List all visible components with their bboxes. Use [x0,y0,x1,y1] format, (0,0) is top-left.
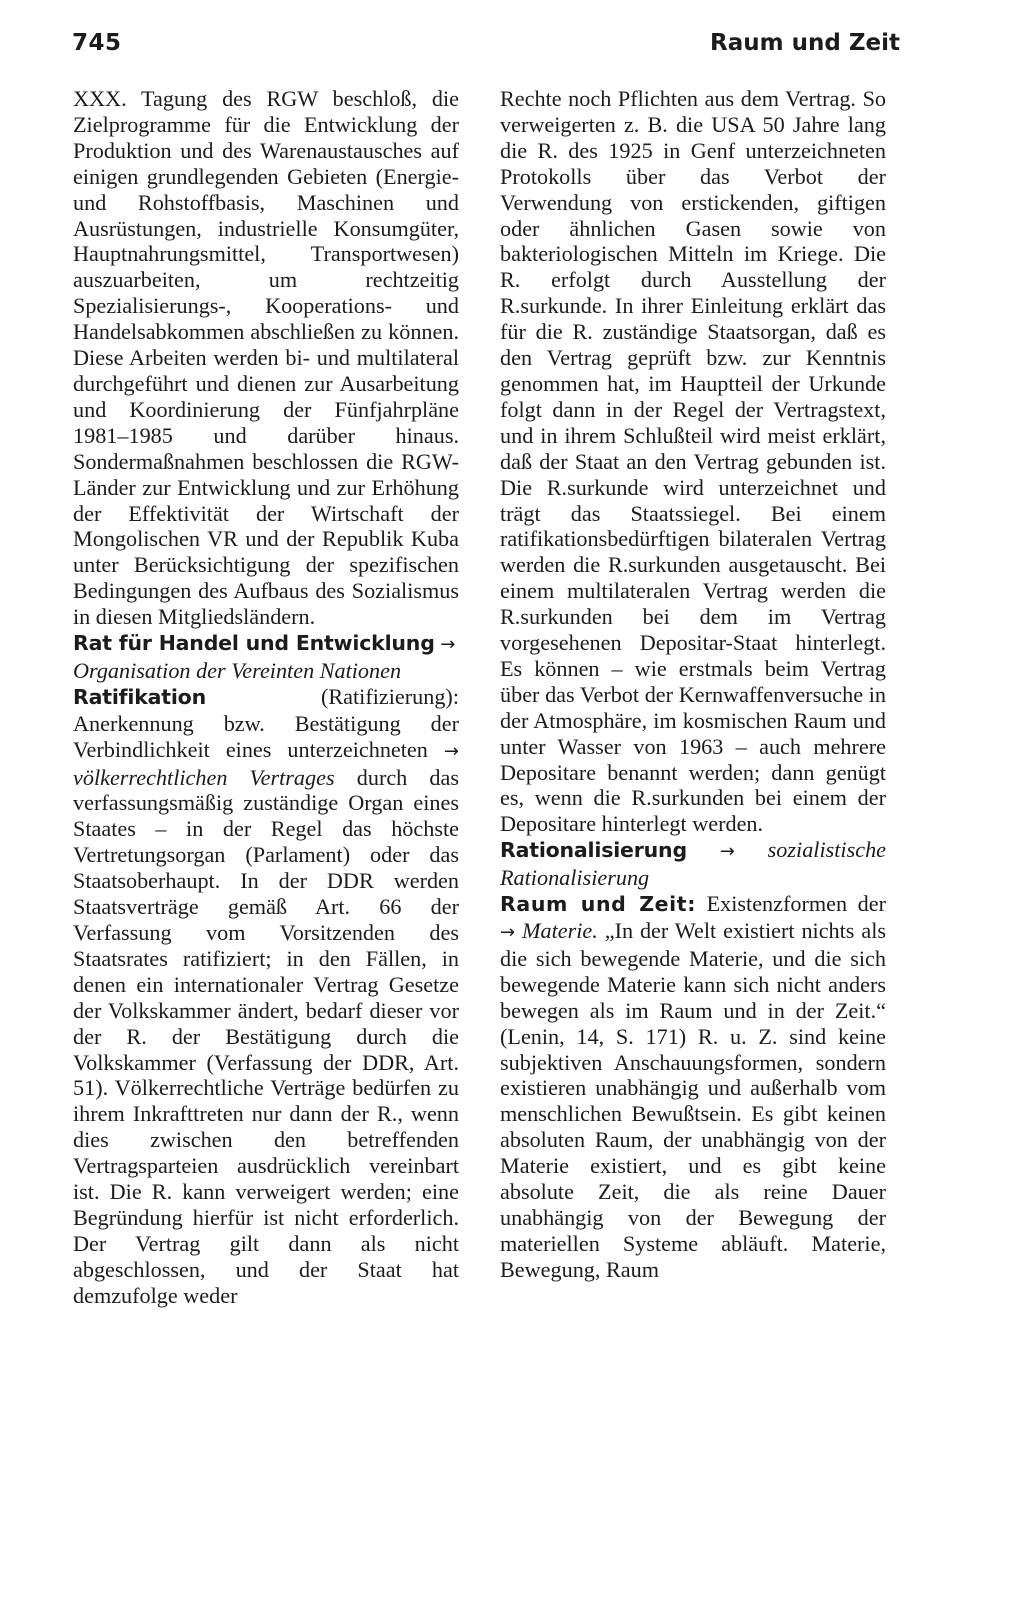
cross-reference: Materie. [522,918,598,943]
paragraph-rgw-continued: XXX. Tagung des RGW beschloß, die Zielprogramme für die Entwicklung der Produktion und des Warenaustausches auf einigen grundlegenden Gebieten (Energie- und Rohstoffbasis, Maschinen und Ausrüstungen, industrielle Konsumgüter, Hauptnahrungsmittel, Transportwesen) auszuarbeiten, um rechtzeitig Spezialisierungs-, Kooperations- und Handelsabkommen abschließen zu können. Diese Arbeiten werden bi- und multilateral durchgeführt und dienen zur Ausarbeitung und Koordinierung der Fünfjahrpläne 1981–1985 und darüber hinaus. Sondermaßnahmen beschlossen die RGW-Länder zur Entwicklung und zur Erhöhung der Effektivität der Wirtschaft der Mongolischen VR und der Republik Kuba unter Berücksichtigung der spezifischen Bedingungen des Aufbaus des Sozialismus in diesen Mitgliedsländern. [73,86,459,630]
entry-text: „In der Welt existiert nichts als die sich bewegende Materie, und die sich bewegende Materie kann sich nicht anders bewegen als im Raum und in der Zeit.“ (Lenin, 14, S. 171) R. u. Z. sind keine subjektiven Anschauungsformen, sondern existieren unabhängig und außerhalb vom menschlichen Bewußtsein. Es gibt keinen absoluten Raum, der unabhängig von der Materie existiert, und es gibt keine absolute Zeit, die als reine Dauer unabhängig von der Bewegung der materiellen Systeme abläuft. Materie, Bewegung, Raum [500,918,887,1282]
entry-heading: Raum und Zeit: [500,892,696,917]
entry-ratifikation [73,684,459,1309]
right-column [500,86,886,1283]
entry-text: durch das verfassungsmäßig zuständige Organ eines Staates – in der Regel das höchste Vertretungsorgan (Parlament) oder das Staatsoberhaupt. In der DDR werden Staatsverträge gemäß Art. 66 der Verfassung vom Vorsitzenden des Staatsrates ratifiziert; in den Fällen, in denen ein internationaler Vertrag Gesetze der Volkskammer ändert, bedarf dieser vor der R. der Bestätigung durch die Volkskammer (Verfassung der DDR, Art. 51). Völkerrechtliche Verträge bedürfen zu ihrem Inkrafttreten nur dann der R., wenn dies zwischen den betreffenden Vertragsparteien ausdrücklich vereinbart ist. Die R. kann verweigert werden; eine Begründung hierfür ist nicht erforderlich. Der Vertrag gilt dann als nicht abgeschlossen, und der Staat hat demzufolge weder [73,764,459,1308]
cross-reference-arrow-icon: → [443,740,459,762]
entry-heading: Rationalisierung [500,838,687,863]
cross-reference: sozialistische Rationalisierung [500,837,887,891]
cross-reference-arrow-icon: → [440,634,456,656]
entry-text: Existenzformen der [696,891,886,917]
entry-rationalisierung [500,837,886,891]
paragraph-ratifikation-continued: Rechte noch Pflichten aus dem Vertrag. So verweigerten z. B. die USA 50 Jahre lang die R. des 1925 in Genf unterzeichneten Protokolls über das Verbot der Verwendung von erstickenden, giftigen oder ähnlichen Gasen sowie von bakteriologischen Mitteln im Kriege. Die R. erfolgt durch Ausstellung der R.surkunde. In ihrer Einleitung erklärt das für die R. zuständige Staatsorgan, daß es den Vertrag geprüft bzw. zur Kenntnis genommen hat, im Hauptteil der Urkunde folgt dann in der Regel der Vertragstext, und in ihrem Schlußteil wird meist erklärt, daß der Staat an den Vertrag gebunden ist. Die R.surkunde wird unterzeichnet und trägt das Staatssiegel. Bei einem ratifikationsbedürftigen bilateralen Vertrag werden die R.surkunden ausgetauscht. Bei einem multilateralen Vertrag werden die R.surkunden bei dem im Vertrag vorgesehenen Depositar-Staat hinterlegt. Es können – wie erstmals beim Vertrag über das Verbot der Kernwaffenversuche in der Atmosphäre, im kosmischen Raum und unter Wasser von 1963 – auch mehrere Depositare benannt werden; dann genügt es, wenn die R.surkunden bei einem der Depositare hinterlegt werden. [500,86,886,837]
entry-text: (Ratifizierung): Anerkennung bzw. Bestätigung der Verbindlichkeit eines unterzeichneten [73,683,459,762]
running-head: Raum und Zeit [710,30,900,56]
cross-reference: Organisation der Vereinten Nationen [73,657,402,683]
entry-heading: Rat für Handel und Entwicklung [73,631,435,656]
entry-rat-fuer-handel [73,630,459,684]
entry-heading: Ratifikation [73,684,206,709]
entry-raum-und-zeit [500,891,886,1283]
cross-reference: völkerrechtlichen Vertrages [73,764,335,790]
left-column [73,86,459,1309]
cross-reference-arrow-icon: → [719,841,735,863]
page-number: 745 [72,30,122,56]
cross-reference-arrow-icon: → [500,922,516,943]
